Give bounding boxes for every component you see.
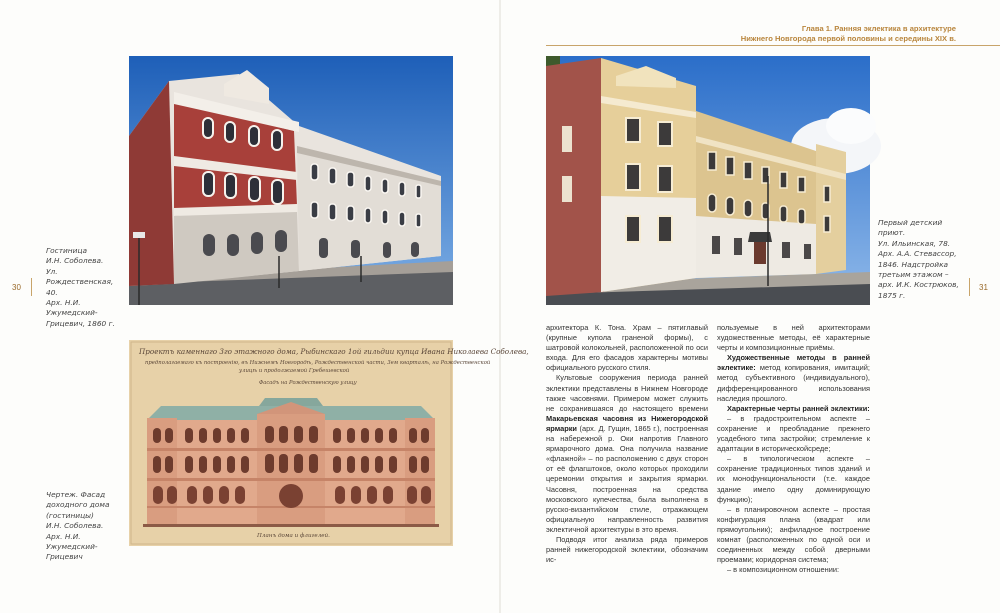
page-number-right: 31 <box>979 283 988 292</box>
art-methods-heading: Художественные методы в ранней эклектике: <box>717 353 870 373</box>
drawing-plan-label: Планъ дома и флигелей. <box>257 533 330 539</box>
facade-drawing-illustration <box>129 340 529 546</box>
caption-children-shelter: Первый детский приют. Ул. Ильинская, 78. Арх. А.А. Стевассор, 1846. Надстройка третьим этажом – арх. И.К. Кострюков, 1875 г. <box>878 218 959 300</box>
paragraph-chapels-rest: (арх. Д. Гущин, 1865 г.), построенная на набережной р. Оки напротив Главного ярмарочного дома. Она получила название «флажной» – по расположению с двух сторон от её флагштоков, около которых проходили церемонии открытия и закрытия ярмарки. Часовня, построенная на средства московского купечества, была выполнена в русско-византийском стиле, отражающем официальную направленность развития эклектичной архитектуры в это время. <box>546 423 708 534</box>
header-rule <box>546 45 1000 46</box>
list-item-planning: – в планировочном аспекте – простая конфигурация плана (квадрат или прямоугольник); анфиладное построение комнат (расположенных по одной оси и соединенных между собой дверными проемами; коридорная система; <box>717 504 870 565</box>
chapter-title-line-1: Глава 1. Ранняя эклектика в архитектуре <box>801 24 956 33</box>
body-column-1 <box>546 323 708 565</box>
paragraph-ton-church: архитектора К. Тона. Храм – пятиглавый (крупные купола граненой формы), с шатровой колокольней, расположенной по оси входа. Для его фасадов характерны мотивы официального русского стиля. <box>546 323 708 373</box>
drawing-facade-label: Фасадъ на Рождественскую улицу <box>259 380 357 386</box>
shelter-illustration <box>546 56 870 305</box>
drawing-facade-project <box>129 340 529 546</box>
characteristics-heading <box>717 404 870 414</box>
page-number-rule-left <box>31 278 32 296</box>
makarievskaya-chapel-term: Макарьевская часовня из Нижегородской ярмарки <box>546 413 708 433</box>
chapter-title-line-2: Нижнего Новгорода первой половины и середины XIX в. <box>740 34 956 43</box>
paragraph-chapels <box>546 373 708 535</box>
drawing-title-line-3: улицѣ и продолжаемой Гребешевской <box>239 368 350 374</box>
page-number-left: 30 <box>12 283 21 292</box>
photo-soboleva-hotel <box>129 56 453 305</box>
caption-facade-drawing: Чертеж. Фасад доходного дома (гостиницы) И.Н. Соболева. Арх. Н.И. Ужумедский- Грицевич <box>46 490 110 562</box>
hotel-illustration <box>129 56 453 305</box>
list-item-urban-planning: – в градостроительном аспекте – сохранение и преобладание прежнего усадебного типа застройки; стремление к адаптации в историческойсреде; <box>717 413 870 454</box>
list-item-typology: – в типологическом аспекте – сохранение традиционных типов зданий и их монофункциональности (т.е. каждое здание имело одну доминирующую функцию); <box>717 454 870 504</box>
running-header <box>741 24 956 44</box>
drawing-title-line-2: предполагаемаго къ построенiю, въ Нижнемъ Новгородѣ, Рождественской части, 3ем кварталѣ, на Рождественской <box>145 360 491 366</box>
caption-hotel: Гостиница И.Н. Соболева. Ул. Рождественская, 40. Арх. Н.И. Ужумедский- Грицевич, 1860 г. <box>46 246 115 328</box>
art-methods-text: метод копирования, имитаций; метод субъективного (индивидуального), дифференцированного использования наследия прошлого. <box>717 363 870 403</box>
paragraph-methods-continuation: пользуемые в ней архитекторами художественные методы, её характерные черты и композиционные приёмы. <box>717 323 870 353</box>
book-gutter <box>499 0 501 613</box>
characteristics-heading-text: Характерные черты ранней эклектики: <box>727 403 870 413</box>
drawing-title-line-1: Проектъ каменнаго 3го этажного дома, Рыбинскаго 1ой гильдии купца Ивана Николаева Соболева, <box>139 347 529 356</box>
list-item-composition: – в композиционном отношении: <box>727 565 840 575</box>
paragraph-art-methods <box>717 353 870 403</box>
body-column-2 <box>717 323 870 575</box>
photo-children-shelter <box>546 56 870 305</box>
paragraph-chapels-intro: Культовые сооружения периода ранней эклектики представлены в Нижнем Новгороде также часовнями. Примером может служить не сохранившаяся до настоящего времени <box>546 373 708 413</box>
paragraph-summary-start: Подводя итог анализа ряда примеров ранней нижегородской эклектики, обозначим ис- <box>546 534 708 565</box>
